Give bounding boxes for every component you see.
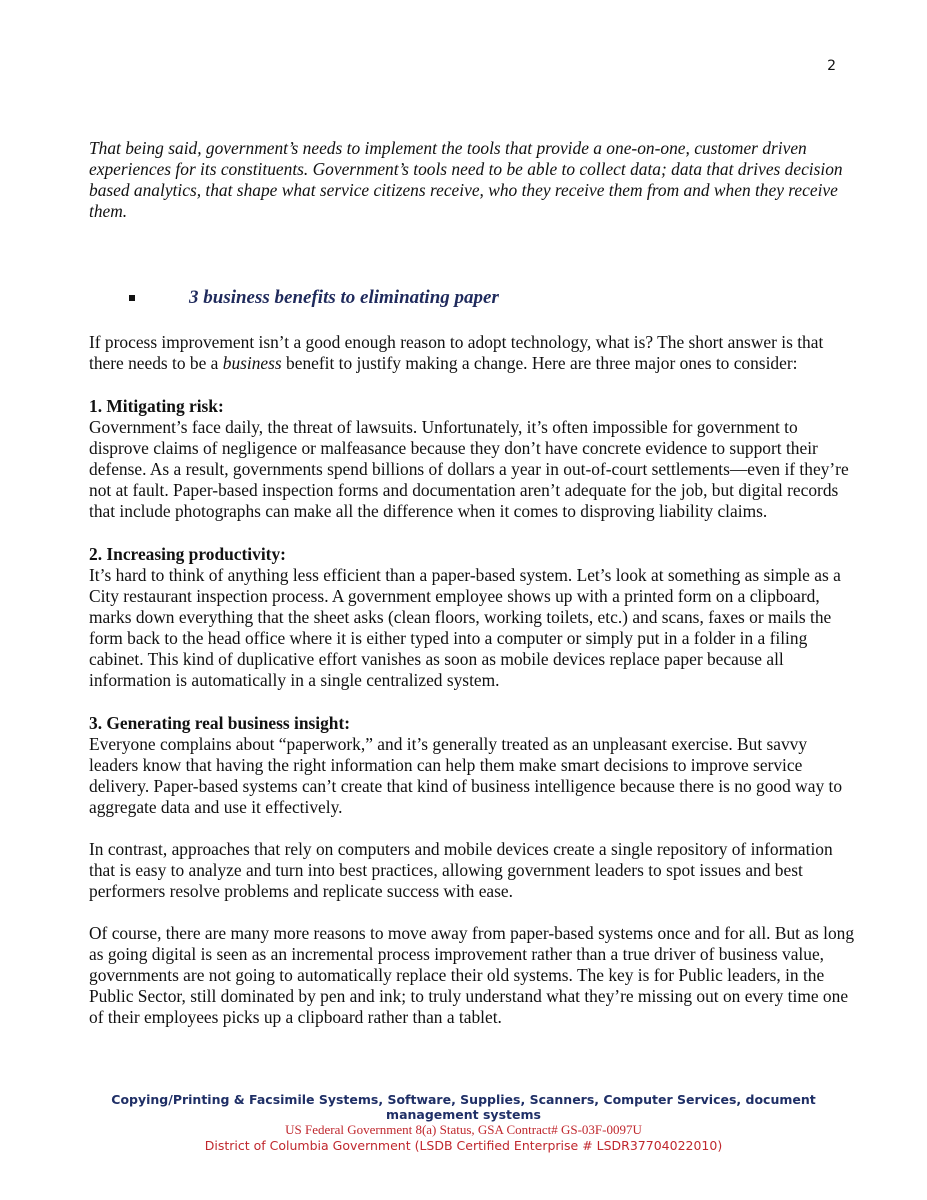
footer-services: Copying/Printing & Facsimile Systems, Software, Supplies, Scanners, Computer Services, document management systems bbox=[111, 1092, 816, 1122]
lead-text-end: benefit to justify making a change. Here are three major ones to consider: bbox=[281, 353, 798, 373]
lead-text-start: If process improvement isn’t a good enough reason to adopt technology, what is? The short answer is that there needs to be a bbox=[89, 332, 824, 373]
footer-federal-status: US Federal Government 8(a) Status, GSA Contract# GS-03F-0097U bbox=[285, 1122, 642, 1137]
benefit-body: It’s hard to think of anything less efficient than a paper-based system. Let’s look at something as simple as a City restaurant inspection process. A government employee shows up with a printed form on a clipboard, marks down everything that the sheet asks (clean floors, working toilets, etc.) and scans, faxes or mails the form back to the head office where it is either typed into a computer or simply put in a folder in a filing cabinet. This kind of duplicative effort vanishes as soon as mobile devices replace paper because all information is automatically in a single centralized system. bbox=[89, 565, 841, 690]
benefit-body: Everyone complains about “paperwork,” and it’s generally treated as an unpleasant exercise. But savvy leaders know that having the right information can help them make smart decisions to improve service delivery. Paper-based systems can’t create that kind of business intelligence because there is no good way to aggregate data and use it effectively. bbox=[89, 734, 843, 817]
page-number: 2 bbox=[827, 58, 836, 74]
letterhead-footer bbox=[0, 1092, 927, 1154]
benefit-section-1 bbox=[89, 396, 859, 522]
benefit-section-2 bbox=[89, 544, 859, 691]
benefit-section-3 bbox=[89, 713, 859, 818]
lead-paragraph bbox=[89, 332, 859, 374]
square-bullet-icon bbox=[129, 295, 135, 301]
contrast-paragraph: In contrast, approaches that rely on computers and mobile devices create a single repository of information that is easy to analyze and turn into best practices, allowing government leaders to spot issues and best performers resolve problems and replicate success with ease. bbox=[89, 839, 833, 901]
benefit-body: Government’s face daily, the threat of lawsuits. Unfortunately, it’s often impossible for government to disprove claims of negligence or malfeasance because they don’t have concrete evidence to support their defense. As a result, governments spend billions of dollars a year in out-of-court settlements—even if they’re not at fault. Paper-based inspection forms and documentation aren’t adequate for the job, but digital records that include photographs can make all the difference when it comes to disproving liability claims. bbox=[89, 417, 849, 521]
lead-emphasis: business bbox=[222, 353, 282, 373]
section-heading bbox=[89, 287, 859, 308]
benefit-title: 1. Mitigating risk: bbox=[89, 396, 224, 416]
heading-text: 3 business benefits to eliminating paper bbox=[189, 287, 499, 308]
conclusion-paragraph: Of course, there are many more reasons to move away from paper-based systems once and for all. But as long as going digital is seen as an incremental process improvement rather than a true driver of business value, governments are not going to automatically replace their old systems. The key is for Public leaders, in the Public Sector, still dominated by pen and ink; to truly understand what they’re missing out on every time one of their employees picks up a clipboard rather than a tablet. bbox=[89, 923, 855, 1027]
document-body bbox=[89, 138, 859, 1028]
footer-dc-certification: District of Columbia Government (LSDB Certified Enterprise # LSDR37704022010) bbox=[204, 1138, 723, 1153]
benefit-title: 2. Increasing productivity: bbox=[89, 544, 286, 564]
intro-paragraph: That being said, government’s needs to implement the tools that provide a one-on-one, customer driven experiences for its constituents. Government’s tools need to be able to collect data; data that drives decision based analytics, that shape what service citizens receive, who they receive them from and when they receive them. bbox=[89, 138, 843, 221]
benefit-title: 3. Generating real business insight: bbox=[89, 713, 351, 733]
